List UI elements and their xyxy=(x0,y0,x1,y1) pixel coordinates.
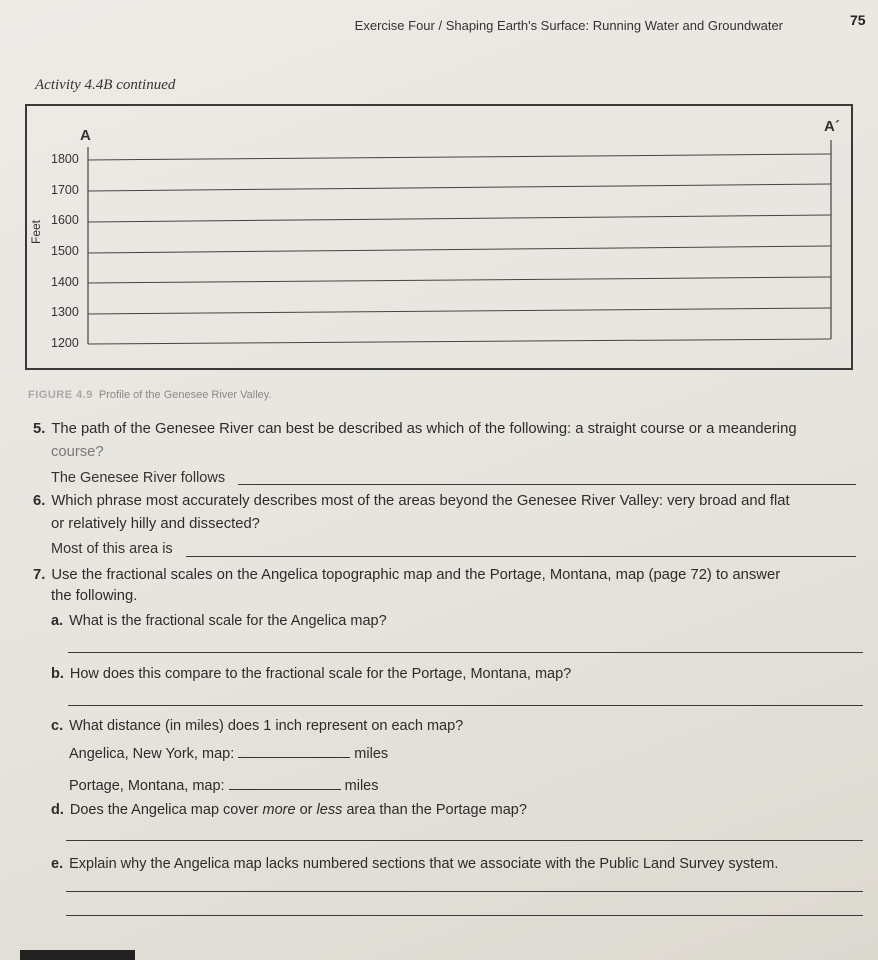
gridline-1400 xyxy=(88,277,831,283)
figure-number: FIGURE 4.9 xyxy=(28,389,93,401)
question-7-cont: the following. xyxy=(51,588,138,604)
gridline-1600 xyxy=(88,215,831,222)
gridline-1200 xyxy=(88,339,831,344)
tick-label: 1700 xyxy=(51,183,79,197)
q7c-row-portage xyxy=(69,775,378,794)
row-label: Angelica, New York, map: xyxy=(69,746,235,762)
emphasis-less: less xyxy=(316,802,343,818)
question-text: Which phrase most accurately describes most of the areas beyond the Genesee River Valley: very broad and flat xyxy=(51,493,790,509)
figure-caption xyxy=(28,389,272,401)
sub-text: or xyxy=(295,802,317,818)
question-7a xyxy=(51,613,387,629)
question-number: 5. xyxy=(33,421,46,437)
activity-label: Activity 4.4B continued xyxy=(35,77,176,93)
running-header: Exercise Four / Shaping Earth's Surface: Running Water and Groundwater xyxy=(354,18,783,33)
tick-label: 1800 xyxy=(51,152,79,166)
question-number: 6. xyxy=(33,493,46,509)
q6-answer-prefix: Most of this area is xyxy=(51,541,173,557)
gridline-1700 xyxy=(88,184,831,191)
q7c-row-angelica xyxy=(69,743,388,762)
sub-letter: b. xyxy=(51,666,64,682)
angelica-miles-blank[interactable] xyxy=(238,743,350,758)
tick-label: 1500 xyxy=(51,244,79,258)
page-number: 75 xyxy=(850,12,866,28)
q7a-answer-line[interactable] xyxy=(68,652,863,653)
question-7b xyxy=(51,666,571,682)
q5-answer-line[interactable] xyxy=(238,484,856,485)
q5-answer-prefix: The Genesee River follows xyxy=(51,470,226,486)
emphasis-more: more xyxy=(262,802,296,818)
question-6 xyxy=(33,493,790,509)
figure-caption-text: Profile of the Genesee River Valley. xyxy=(98,389,272,401)
sub-letter: c. xyxy=(51,718,64,734)
question-7c xyxy=(51,718,463,734)
tick-label: 1200 xyxy=(51,336,79,350)
unit-label: miles xyxy=(344,778,379,794)
sub-text: area than the Portage map? xyxy=(342,802,527,818)
gridline-1300 xyxy=(88,308,831,314)
q7e-answer-line-2[interactable] xyxy=(66,915,863,916)
question-number: 7. xyxy=(33,567,46,583)
tick-label: 1300 xyxy=(51,305,79,319)
sub-letter: e. xyxy=(51,856,64,872)
gridline-1500 xyxy=(88,246,831,253)
question-5-cont: course? xyxy=(51,444,104,460)
sub-letter: d. xyxy=(51,802,64,818)
profile-gridlines xyxy=(0,0,878,400)
profile-end-label: A´ xyxy=(824,118,840,135)
unit-label: miles xyxy=(354,746,389,762)
sub-text: How does this compare to the fractional scale for the Portage, Montana, map? xyxy=(69,666,572,682)
tick-label: 1600 xyxy=(51,213,79,227)
question-7d xyxy=(51,802,527,818)
tick-label: 1400 xyxy=(51,275,79,289)
profile-start-label: A xyxy=(80,127,91,144)
q7e-answer-line-1[interactable] xyxy=(66,891,863,892)
question-7e xyxy=(51,856,778,872)
question-text: The path of the Genesee River can best be described as which of the following: a straight course or a meandering xyxy=(51,421,797,437)
q7b-answer-line[interactable] xyxy=(68,705,863,706)
question-6-cont: or relatively hilly and dissected? xyxy=(51,516,260,532)
y-axis-label: Feet xyxy=(29,219,43,244)
q7d-answer-line[interactable] xyxy=(66,840,863,841)
sub-text: Explain why the Angelica map lacks numbered sections that we associate with the Public Land Survey system. xyxy=(69,856,779,872)
question-5 xyxy=(33,421,797,437)
sub-text: Does the Angelica map cover xyxy=(69,802,263,818)
row-label: Portage, Montana, map: xyxy=(69,778,225,794)
sub-letter: a. xyxy=(51,613,64,629)
q6-answer-line[interactable] xyxy=(186,556,856,557)
portage-miles-blank[interactable] xyxy=(229,775,341,790)
gridline-1800 xyxy=(88,154,831,160)
question-7 xyxy=(33,567,780,583)
question-text: Use the fractional scales on the Angelica topographic map and the Portage, Montana, map (page 72) to answer xyxy=(51,567,781,583)
sub-text: What distance (in miles) does 1 inch represent on each map? xyxy=(69,718,464,734)
sub-text: What is the fractional scale for the Angelica map? xyxy=(69,613,387,629)
page-edge-mark xyxy=(20,950,135,960)
